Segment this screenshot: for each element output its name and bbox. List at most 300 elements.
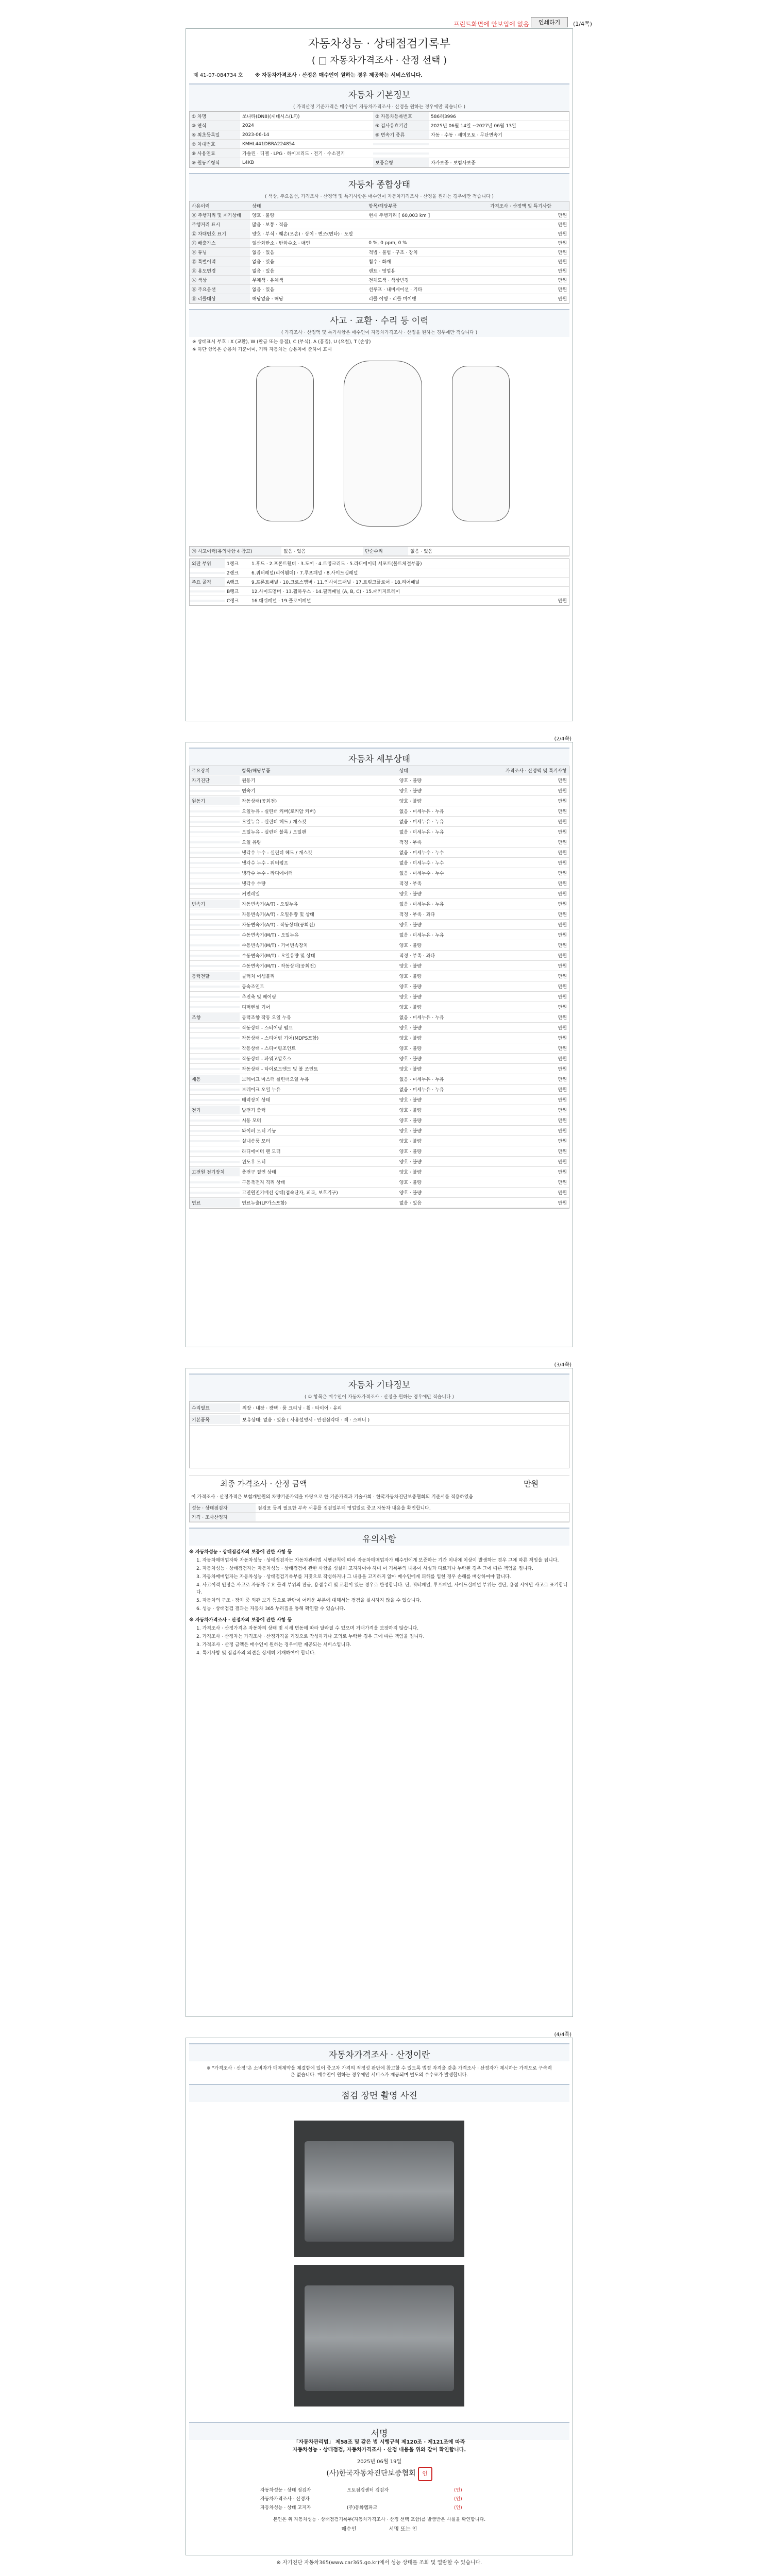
basic-info-title: 자동차 기본정보 <box>189 83 569 101</box>
detail-row <box>190 858 569 868</box>
detail-part: 작동상태 - 스티어링 기어(MDPS포함) <box>242 1036 319 1041</box>
detail-row <box>190 981 569 992</box>
detail-group <box>190 1058 240 1060</box>
detail-row <box>190 889 569 899</box>
detail-part: 작동상태 - 스티어링조인트 <box>242 1046 296 1052</box>
detail-group <box>190 1027 240 1029</box>
sign-date: 2025년 06월 19일 <box>357 2459 402 2465</box>
detail-row <box>190 1115 569 1126</box>
detail-note: 만원 <box>558 1067 567 1072</box>
detail-note: 만원 <box>558 1149 567 1155</box>
detail-state: 양호 · 불량 <box>399 923 422 928</box>
detail-group <box>190 955 240 957</box>
col-part: 항목/해당부품 <box>242 769 271 774</box>
overall-note: 만원 <box>558 287 567 293</box>
detail-part: 수동변속기(M/T) - 오일유량 및 상태 <box>242 954 315 959</box>
page-1 <box>186 28 573 721</box>
overall-label: ⑭ 튜닝 <box>190 248 250 257</box>
detail-state: 없음 · 미세누수 · 누수 <box>399 871 444 876</box>
detail-state: 양호 · 불량 <box>399 1129 422 1134</box>
detail-note: 만원 <box>558 1077 567 1082</box>
detail-group <box>190 1130 240 1132</box>
detail-group <box>190 852 240 854</box>
detail-group: 연료 <box>190 1198 240 1207</box>
detail-state: 양호 · 불량 <box>399 943 422 948</box>
detail-group <box>190 862 240 864</box>
detail-row <box>190 837 569 848</box>
accident-summary <box>189 546 569 556</box>
col-item: 항목/해당부품 <box>368 204 397 209</box>
inspector-box <box>189 1503 569 1522</box>
panel-ranks <box>189 558 569 606</box>
rank-c-label: C랭크 <box>227 599 239 604</box>
accident-price: 만원 <box>558 599 567 604</box>
basic-label-2 <box>373 143 429 145</box>
detail-header <box>190 766 569 775</box>
basic-row <box>190 149 569 158</box>
detail-note: 만원 <box>558 902 567 907</box>
detail-row <box>190 1012 569 1023</box>
detail-part: 라디에이터 팬 모터 <box>242 1149 281 1155</box>
spacer <box>190 600 225 602</box>
notes-head-1: ※ 자동차성능 · 상태점검자의 보증에 관한 사항 등 <box>189 1550 292 1555</box>
basic-label: ⑤ 최초등록일 <box>190 130 240 139</box>
detail-group <box>190 1120 240 1122</box>
detail-part: 브레이크 오일 누유 <box>242 1088 281 1093</box>
detail-note: 만원 <box>558 1088 567 1093</box>
overall-item: 선루프 · 내비게이션 · 기타 <box>368 287 423 293</box>
accident-legend-2: ※ 하단 항목은 승용차 기준이며, 기타 자동차는 승용차에 준하여 표시 <box>192 347 332 352</box>
detail-title: 자동차 세부상태 <box>189 748 569 766</box>
notes-items-1 <box>189 1557 569 1613</box>
detail-part: 실내송풍 모터 <box>242 1139 271 1144</box>
detail-row <box>190 992 569 1002</box>
inspection-photo-1 <box>294 2121 464 2257</box>
detail-row <box>190 961 569 971</box>
overall-state: 많음 · 보통 · 적음 <box>252 223 288 228</box>
overall-title: 자동차 종합상태 <box>189 173 569 191</box>
detail-part: 냉각수 누수 - 실린더 헤드 / 개스킷 <box>242 851 312 856</box>
col-device: 주요장치 <box>192 769 210 774</box>
detail-part: 원동기 <box>242 778 256 784</box>
detail-note: 만원 <box>558 985 567 990</box>
print-button[interactable]: 인쇄하기 <box>531 17 568 27</box>
detail-row <box>190 899 569 909</box>
overall-sub: ( 색상, 주요옵션, 가격조사 · 산정액 및 특기사항은 매수인이 자동차가격조사 · 산정을 원하는 경우에만 적습니다 ) <box>189 191 569 201</box>
detail-row <box>190 1064 569 1074</box>
signers <box>258 2485 500 2512</box>
detail-group: 고전원 전기장치 <box>190 1167 240 1176</box>
frame-label: 주요 골격 <box>190 578 225 586</box>
inspector-row <box>190 1503 569 1513</box>
report-number: 41-07-084734 <box>199 73 237 78</box>
detail-group <box>190 1037 240 1039</box>
detail-row <box>190 1198 569 1208</box>
signer-row <box>258 2503 500 2512</box>
detail-group <box>190 872 240 874</box>
detail-part: 냉각수 누수 - 워터펌프 <box>242 861 289 866</box>
overall-row <box>190 229 569 239</box>
detail-note: 만원 <box>558 1191 567 1196</box>
outer-label: 외판 부위 <box>190 559 225 568</box>
rank-a-items: 9.프론트패널 · 10.크로스멤버 · 11.인사이드패널 · 17.트렁크플로어 · 18.리어패널 <box>251 580 420 585</box>
detail-part: 자동변속기(A/T) - 오일누유 <box>242 902 298 907</box>
detail-group: 자기진단 <box>190 776 240 785</box>
sign-title: 서명 <box>189 2422 569 2440</box>
overall-row <box>190 257 569 266</box>
detail-state: 없음 · 미세누유 · 누유 <box>399 1077 444 1082</box>
detail-row <box>190 868 569 878</box>
overall-note: 만원 <box>558 213 567 218</box>
col-price: 가격조사 · 산정액 및 특기사항 <box>490 204 551 209</box>
detail-part: 변속기 <box>242 789 256 794</box>
receiver-line <box>186 2524 573 2532</box>
car-right-view <box>452 366 510 521</box>
signer-mark: (인) <box>454 2488 462 2493</box>
overall-item <box>366 224 488 226</box>
overall-state: 없음 · 있음 <box>252 287 275 293</box>
detail-state: 양호 · 불량 <box>399 974 422 979</box>
detail-state: 양호 · 불량 <box>399 1139 422 1144</box>
basic-row <box>190 140 569 149</box>
rank-b-row <box>190 587 569 596</box>
note-item: 6. 성능 · 상태점검 결과는 자동차 365 누리집을 통해 확인할 수 있습니다. <box>196 1606 346 1612</box>
rank-1-label: 1랭크 <box>227 562 239 567</box>
overall-note: 만원 <box>558 250 567 256</box>
detail-group <box>190 1192 240 1194</box>
appraiser-row <box>190 1513 569 1522</box>
detail-group <box>190 924 240 926</box>
detail-part: 냉각수 수량 <box>242 882 266 887</box>
detail-group <box>190 996 240 998</box>
disclaimer: ※ 자동차가격조사 · 산정은 매수인이 원하는 경우 제공하는 서비스입니다. <box>255 73 423 78</box>
repair-value: 없음 · 있음 <box>410 549 433 554</box>
overall-note: 만원 <box>558 297 567 302</box>
detail-row <box>190 775 569 786</box>
appraisal-title: 자동차가격조사 · 산정이란 <box>189 2043 569 2061</box>
basic-value-2 <box>429 152 551 155</box>
report-number-line <box>193 71 565 78</box>
detail-row <box>190 1023 569 1033</box>
detail-state: 없음 · 미세누유 · 누유 <box>399 933 444 938</box>
sign-block <box>186 2437 573 2532</box>
detail-group <box>190 1140 240 1142</box>
signer-name <box>345 2498 452 2500</box>
detail-row <box>190 796 569 806</box>
signer-row <box>258 2485 500 2494</box>
print-notice: 프린트화면에 안보입에 없음 <box>453 21 529 28</box>
detail-note: 만원 <box>558 954 567 959</box>
detail-row <box>190 971 569 981</box>
basic-value: KMHL441DBRA224854 <box>242 141 295 147</box>
detail-state: 양호 · 불량 <box>399 1170 422 1175</box>
detail-group <box>190 1161 240 1163</box>
detail-row <box>190 1095 569 1105</box>
accident-value: 없음 · 있음 <box>283 549 306 554</box>
detail-note: 만원 <box>558 882 567 887</box>
photo-title: 점검 장면 촬영 사진 <box>189 2084 569 2102</box>
detail-group <box>190 986 240 988</box>
detail-state: 적정 · 부족 · 과다 <box>399 954 435 959</box>
accident-sub: ( 가격조사 · 산정액 및 특기사항은 매수인이 자동차가격조사 · 산정을 원하는 경우에만 적습니다 ) <box>189 327 569 337</box>
signer-row <box>258 2494 500 2503</box>
detail-row <box>190 909 569 920</box>
detail-group <box>190 821 240 823</box>
detail-part: 수동변속기(M/T) - 오일누유 <box>242 933 299 938</box>
note-item: 1. 자동차매매업자와 자동차성능 · 상태점검자는 자동차관리법 시행규칙에 따라 자동차매매업자가 매수인에게 보증하는 기간 이내에 이상이 발생하는 경우 그에 따른 책임을 집니다. <box>196 1558 559 1563</box>
detail-state: 양호 · 불량 <box>399 1046 422 1052</box>
detail-part: 브레이크 마스터 실린더오일 누유 <box>242 1077 309 1082</box>
basic-value-2: 자가보증 · 보험사보증 <box>431 161 476 166</box>
note-item: 2. 자동차성능 · 상태점검자는 자동차성능 · 상태점검에 관한 사항을 성실히 고지하여야 하며 이 기록부의 내용이 사실과 다르거나 누락된 경우 그에 따른 책임을 집니다. <box>196 1566 533 1571</box>
page-indicator: (1/4쪽) <box>573 21 592 27</box>
detail-note: 만원 <box>558 964 567 969</box>
detail-note: 만원 <box>558 923 567 928</box>
rank-1-row <box>190 559 569 568</box>
detail-note: 만원 <box>558 789 567 794</box>
detail-group <box>190 944 240 946</box>
detail-note: 만원 <box>558 778 567 784</box>
other-label: 수리필요 <box>190 1403 240 1412</box>
detail-row <box>190 1054 569 1064</box>
detail-state: 없음 · 미세누유 · 누유 <box>399 820 444 825</box>
accident-row <box>190 547 569 556</box>
detail-note: 만원 <box>558 1160 567 1165</box>
detail-part: 발전기 출력 <box>242 1108 266 1113</box>
detail-note: 만원 <box>558 974 567 979</box>
detail-part: 작동상태 - 스티어링 펌프 <box>242 1026 293 1031</box>
detail-row <box>190 1002 569 1012</box>
report-title: 자동차성능 · 상태점검기록부 <box>308 38 450 50</box>
spacer <box>190 590 225 592</box>
detail-state: 양호 · 불량 <box>399 1191 422 1196</box>
detail-group <box>190 893 240 895</box>
detail-state: 없음 · 미세누유 · 누유 <box>399 902 444 907</box>
detail-note: 만원 <box>558 840 567 845</box>
detail-state: 양호 · 불량 <box>399 1036 422 1041</box>
detail-state: 양호 · 불량 <box>399 1098 422 1103</box>
basic-label-2 <box>373 152 429 155</box>
detail-state: 없음 · 미세누수 · 누수 <box>399 861 444 866</box>
overall-state: 해당없음 · 해당 <box>252 297 283 302</box>
overall-row <box>190 266 569 276</box>
note-item: 5. 자동차의 구조 · 장치 중 외관 보기 등으로 판단이 어려운 부분에 대해서는 점검을 실시하지 않을 수 있습니다. <box>196 1598 422 1603</box>
detail-note: 만원 <box>558 799 567 804</box>
overall-state: 없음 · 있음 <box>252 269 275 274</box>
page-2 <box>186 736 573 1347</box>
detail-note: 만원 <box>558 933 567 938</box>
detail-note: 만원 <box>558 1129 567 1134</box>
page-4-number: (4/4쪽) <box>554 2032 572 2038</box>
appraisal-text: ※ "가격조사 · 산정"은 소비자가 매매계약을 체결함에 있어 중고차 가격의 적정성 판단에 참고할 수 있도록 법정 자격을 갖춘 가격조사 · 산정자가 제시하는 가격으로 구속력은 없습니다. 매수인이 원하는 경우에만 서비스가 제공되며 별도의 수수료가 발생합니다. <box>207 2066 552 2078</box>
detail-row <box>190 1084 569 1095</box>
receiver-mark: 서명 또는 인 <box>389 2527 417 2532</box>
sign-confirm: 본인은 위 자동차성능 · 상태점검기록부(자동차가격조사 · 산정 선택 포함)를 발급받은 사실을 확인합니다. <box>273 2517 486 2522</box>
car-side-image <box>305 2285 454 2391</box>
detail-note: 만원 <box>558 892 567 897</box>
detail-row <box>190 1033 569 1043</box>
detail-row <box>190 920 569 930</box>
detail-part: 오일누유 - 실린더 커버(로커암 커버) <box>242 809 316 815</box>
overall-item: 침수 · 화재 <box>368 260 391 265</box>
basic-value: L4KB <box>242 160 254 165</box>
overall-label: ⑮ 특별이력 <box>190 257 250 266</box>
detail-note: 만원 <box>558 1005 567 1010</box>
detail-row <box>190 1126 569 1136</box>
other-sub: ( ① 항목은 매수인이 자동차가격조사 · 산정을 원하는 경우에만 적습니다 ) <box>189 1392 569 1401</box>
overall-row <box>190 248 569 257</box>
detail-note: 만원 <box>558 1201 567 1206</box>
rank-2-items: 6.쿼터패널(리어휀더) · 7.루프패널 · 8.사이드실패널 <box>251 571 358 576</box>
company-stamp: 인 <box>418 2467 432 2481</box>
note-item: 4. 특기사항 및 점검자의 의견은 상세히 기재하여야 합니다. <box>196 1651 316 1656</box>
basic-label-2: ② 자동차등록번호 <box>373 112 429 121</box>
note-item: 4. 사고이력 인정은 사고로 자동차 주요 골격 부위의 판금, 용접수리 및 교환이 있는 경우로 한정합니다. 단, 쿼터패널, 루프패널, 사이드실패널 부위는 절단, 용접 시에만 사고로 표기합니다. <box>196 1583 568 1595</box>
detail-group: 원동기 <box>190 796 240 805</box>
detail-row <box>190 951 569 961</box>
detail-state: 양호 · 불량 <box>399 789 422 794</box>
detail-row <box>190 878 569 889</box>
overall-header <box>190 201 569 211</box>
basic-row <box>190 121 569 130</box>
rank-1-items: 1.후드 · 2.프론트휀더 · 3.도어 · 4.트렁크리드 · 5.라디에이터 서포트(볼트체결부품) <box>251 562 422 567</box>
detail-group <box>190 810 240 812</box>
basic-label: ⑧ 사용연료 <box>190 149 240 158</box>
basic-label-2: ⑥ 변속기 종류 <box>373 130 429 139</box>
detail-part: 추진축 및 베어링 <box>242 995 276 1000</box>
overall-label: ⑯ 용도변경 <box>190 266 250 275</box>
final-price-row <box>189 1476 569 1491</box>
note-item: 3. 자동차매매업자는 자동차성능 · 상태점검기록부를 거짓으로 작성하거나 그 내용을 고지하지 않아 매수인에게 피해를 입힌 경우 손해를 배상하여야 합니다. <box>196 1574 511 1580</box>
overall-label: ⑬ 배출가스 <box>190 239 250 247</box>
detail-part: 작동상태 - 파워고압호스 <box>242 1057 292 1062</box>
overall-note: 만원 <box>558 232 567 237</box>
rank-2-row <box>190 568 569 578</box>
notes-head-2: ※ 자동차가격조사 · 산정자의 보증에 관한 사항 등 <box>189 1618 292 1623</box>
detail-row <box>190 1043 569 1054</box>
detail-part: 오일 유량 <box>242 840 261 845</box>
appraiser-value <box>256 1516 260 1518</box>
detail-group: 제동 <box>190 1075 240 1083</box>
detail-state: 양호 · 불량 <box>399 1005 422 1010</box>
detail-part: 동력조향 작동 오일 누유 <box>242 1015 291 1021</box>
basic-value: 2023-06-14 <box>242 132 270 138</box>
final-price-value: 만원 <box>524 1479 539 1488</box>
detail-part: 수동변속기(M/T) - 기어변속장치 <box>242 943 308 948</box>
overall-rows <box>190 211 569 303</box>
detail-state: 양호 · 불량 <box>399 985 422 990</box>
detail-note: 만원 <box>558 1180 567 1185</box>
detail-row <box>190 1167 569 1177</box>
overall-note: 만원 <box>558 269 567 274</box>
basic-label: ① 차명 <box>190 112 240 121</box>
col-state: 상태 <box>252 204 261 209</box>
overall-item <box>366 233 488 235</box>
accident-title: 사고 · 교환 · 수리 등 이력 <box>189 309 569 327</box>
signer-name: (주)동화엠파크 <box>347 2505 378 2511</box>
notes-title: 유의사항 <box>189 1528 569 1546</box>
basic-value-2 <box>429 143 551 145</box>
signer-label: 자동차성능 · 상태 점검자 <box>260 2488 311 2493</box>
basic-row <box>190 130 569 140</box>
detail-state: 양호 · 불량 <box>399 1057 422 1062</box>
detail-note: 만원 <box>558 943 567 948</box>
overall-item: 현재 주행거리 [ 60,003 km ] <box>368 213 430 218</box>
detail-part: 작동상태(공회전) <box>242 799 277 804</box>
signer-label: 자동차가격조사 · 산정자 <box>260 2497 310 2502</box>
detail-part: 와이퍼 모터 기능 <box>242 1129 276 1134</box>
detail-row <box>190 930 569 940</box>
car-top-view <box>344 361 422 527</box>
detail-group: 변속기 <box>190 900 240 908</box>
detail-note: 만원 <box>558 861 567 866</box>
basic-row <box>190 112 569 121</box>
detail-state: 양호 · 불량 <box>399 1067 422 1072</box>
repair-label: 단순수리 <box>363 547 408 555</box>
other-row <box>190 1402 569 1414</box>
other-items: 외장 · 내장 · 광택 · 룸 크리닝 · 휠 · 타이어 · 유리 <box>242 1405 342 1411</box>
accident-label: ⑳ 사고이력(유의사항 4 참고) <box>190 547 281 555</box>
detail-group <box>190 1068 240 1070</box>
basic-value-2: 586허3996 <box>431 114 456 120</box>
sign-law-2: 자동차성능 · 상태점검, 자동차가격조사 · 산정 내용을 위와 같이 확인합니다. <box>292 2447 466 2453</box>
overall-note: 만원 <box>558 260 567 265</box>
other-label: 기본품목 <box>190 1415 240 1424</box>
detail-state: 양호 · 불량 <box>399 1108 422 1113</box>
basic-label-2: ④ 검사유효기간 <box>373 121 429 130</box>
detail-part: 오일누유 - 실린더 헤드 / 개스킷 <box>242 820 307 825</box>
detail-note: 만원 <box>558 871 567 876</box>
final-price-label: 최종 가격조사 · 산정 금액 <box>220 1479 307 1488</box>
note-item: 2. 가격조사 · 산정자는 가격조사 · 산정가격을 거짓으로 작성하거나 고의로 누락한 경우 그에 따른 책임을 집니다. <box>196 1634 425 1639</box>
detail-group: 동력전달 <box>190 972 240 980</box>
basic-value: 쏘나타(DN8)(제네시스(LF)) <box>242 114 300 120</box>
other-items: 보유상태: 없음 · 있음 ( 사용설명서 · 안전삼각대 · 잭 · 스패너 ) <box>242 1417 370 1423</box>
detail-row <box>190 817 569 827</box>
overall-row <box>190 294 569 303</box>
rank-c-items: 16.대쉬패널 · 19.플로어패널 <box>251 599 311 604</box>
signer-mark: (인) <box>454 2505 462 2511</box>
detail-state: 없음 · 있음 <box>399 1201 422 1206</box>
detail-row <box>190 1177 569 1188</box>
detail-row <box>190 827 569 837</box>
detail-part: 배력장치 상태 <box>242 1098 271 1103</box>
detail-state: 없음 · 미세누유 · 누유 <box>399 809 444 815</box>
overall-state: 양호 · 불량 <box>252 213 275 218</box>
overall-note: 만원 <box>558 223 567 228</box>
overall-state: 없음 · 있음 <box>252 260 275 265</box>
inspector-label: 성능 · 상태점검자 <box>190 1503 256 1512</box>
detail-state: 양호 · 불량 <box>399 1149 422 1155</box>
detail-group <box>190 1006 240 1008</box>
overall-row <box>190 276 569 285</box>
detail-part: 디퍼렌셜 기어 <box>242 1005 271 1010</box>
car-left-view <box>256 366 314 521</box>
overall-state: 일산화탄소 · 탄화수소 · 매연 <box>252 241 310 246</box>
col-history: 사용이력 <box>192 204 210 209</box>
detail-group <box>190 883 240 885</box>
basic-value-2: 2025년 06월 14일 ~2027년 06월 13일 <box>431 124 516 129</box>
overall-label: ⑫ 차대번호 표기 <box>190 229 250 238</box>
signer-label: 자동차성능 · 상태 고지자 <box>260 2505 311 2511</box>
sign-company: (사)한국자동차진단보증협회 <box>326 2469 416 2478</box>
overall-label: 주행거리 표시 <box>190 220 250 229</box>
detail-state: 양호 · 불량 <box>399 892 422 897</box>
detail-group <box>190 831 240 833</box>
appraiser-label: 가격 · 조사산정자 <box>190 1513 256 1521</box>
basic-value: 가솔린 · 디젤 · LPG · 하이브리드 · 전기 · 수소전기 <box>242 151 345 157</box>
overall-item: 0 %, 0 ppm, 0 % <box>368 240 407 246</box>
